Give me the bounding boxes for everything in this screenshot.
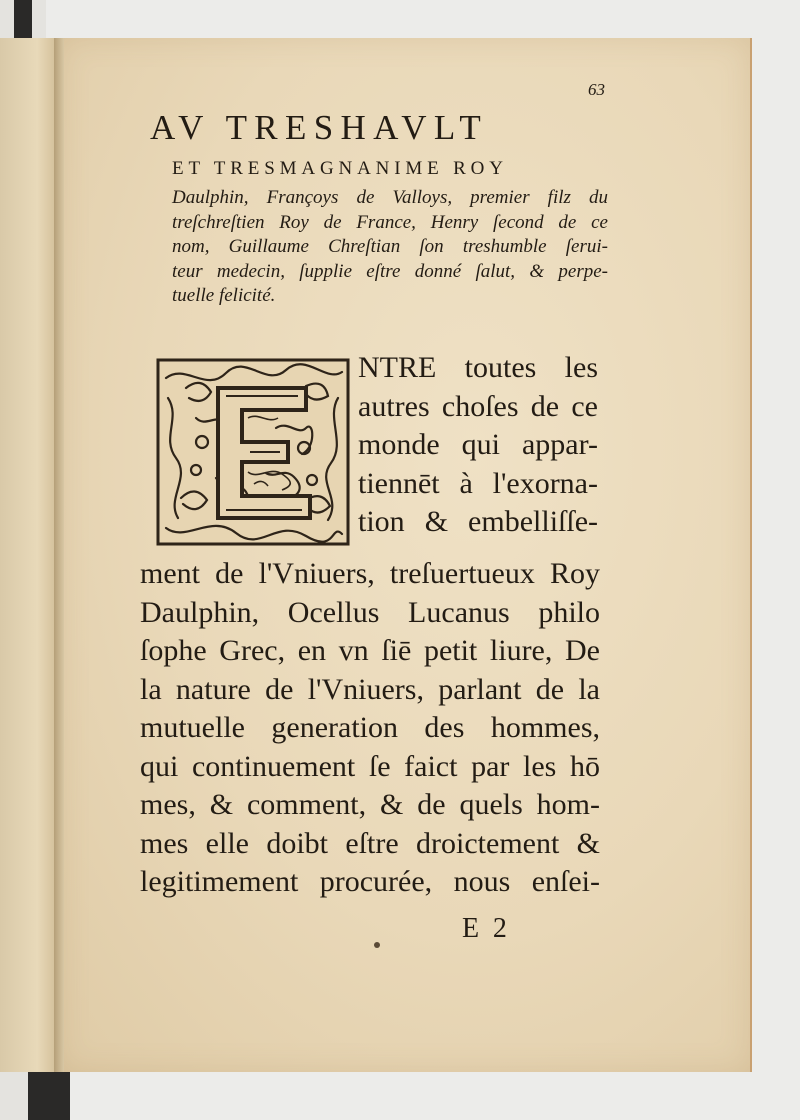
decorated-initial [156, 358, 350, 546]
dedication-line: treſchreſtien Roy de France, Henry ſecond de ce [172, 211, 608, 233]
decorated-initial-ornament [156, 358, 350, 546]
text-line: ment de l'Vniuers, treſuertueux Roy [140, 557, 600, 590]
signature-mark: E 2 [462, 913, 511, 944]
dedication-line: teur medecin, ſupplie eſtre donné ſalut, & perpe- [172, 260, 608, 282]
dedication [172, 186, 608, 309]
text-line: autres choſes de ce [358, 389, 598, 423]
text-line: mutuelle generation des hommes, [140, 711, 600, 744]
text-line: ſophe Grec, en vn ſiē petit liure, De [140, 634, 600, 667]
body-paragraph [140, 555, 600, 902]
page-number: 63 [588, 80, 605, 99]
heading-line-1: AV TRESHAVLT [150, 108, 489, 147]
text-line: qui continuement ſe faict par les hō [140, 749, 600, 783]
book-cover-bottom [28, 1072, 70, 1120]
ink-speck [374, 942, 380, 948]
text-line: tion & embelliſſe- [358, 505, 598, 538]
text-line: tiennēt à l'exorna- [358, 466, 598, 500]
text-line: mes elle doibt eſtre droictement & [140, 826, 600, 860]
dedication-line: Daulphin, Françoys de Valloys, premier filz du [172, 187, 608, 208]
text-line: legitimement procurée, nous enſei- [140, 865, 600, 898]
dedication-line: tuelle felicité. [172, 285, 276, 306]
page-gutter [54, 38, 64, 1072]
heading-line-2: ET TRESMAGNANIME ROY [172, 158, 508, 179]
dedication-line: nom, Guillaume Chreſtian ſon treshumble ſerui- [172, 236, 608, 257]
text-line: mes, & comment, & de quels hom- [140, 788, 600, 821]
text-line: Daulphin, Ocellus Lucanus philo [140, 595, 600, 629]
book-cover-corner [14, 0, 32, 38]
initial-paragraph [358, 349, 598, 542]
text-line: NTRE toutes les [358, 351, 598, 384]
text-line: la nature de l'Vniuers, parlant de la [140, 672, 600, 706]
text-line: monde qui appar- [358, 428, 598, 461]
